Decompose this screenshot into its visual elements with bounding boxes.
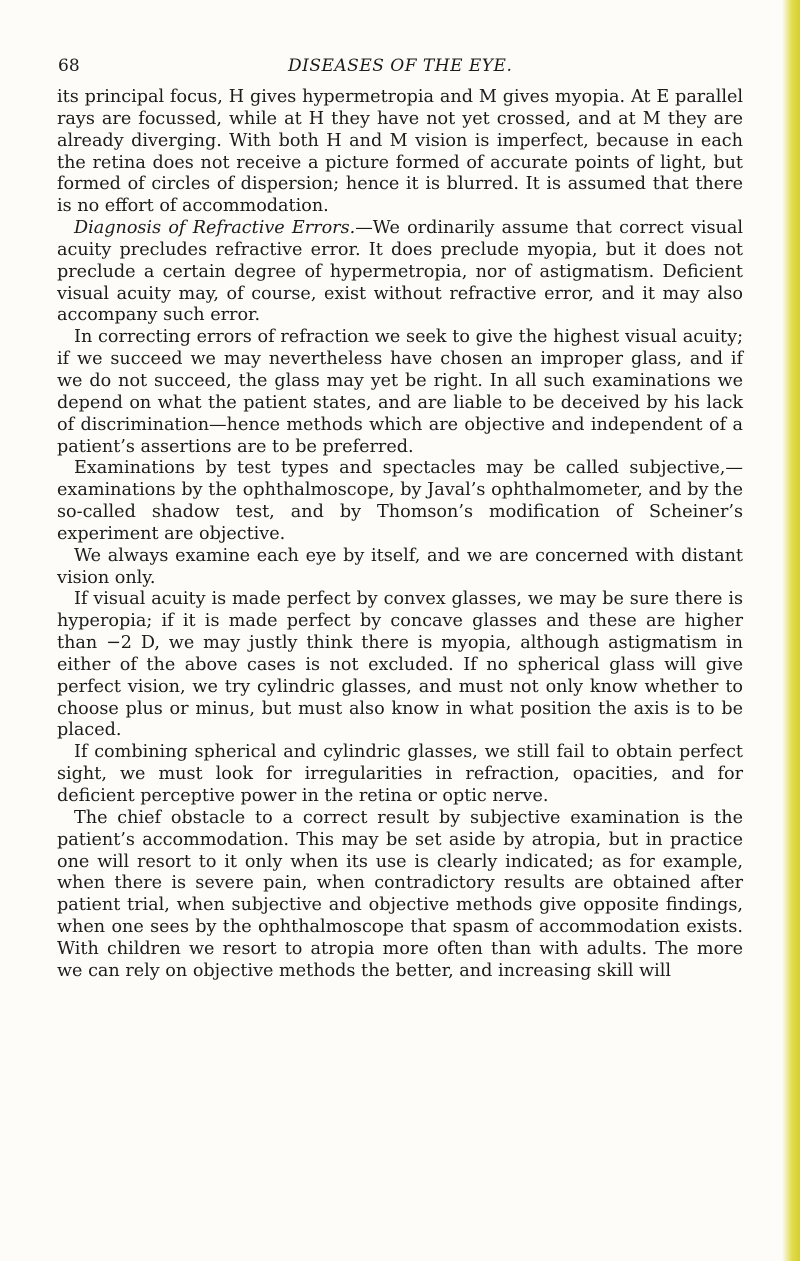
paragraph-3-text: In correcting errors of refraction we seek to give the highest visual acuity; if we succeed we may nevertheless have chosen an improper glass, and if we do not succeed, the glass may yet be right. In all such examinations we depend on what the patient states, and are liable to be deceived by his lack of discrimination—hence methods which are objective and independent of a patient’s assertions are to be preferred.	[57, 327, 743, 457]
section-heading-diagnosis: Diagnosis of Refractive Errors.	[74, 218, 356, 239]
paragraph-5	[57, 546, 743, 590]
paragraph-7-text: If combining spherical and cylindric glasses, we still fail to obtain perfect sight, we must look for irregularities in refraction, opacities, and for deficient perceptive power in the retina or optic nerve.	[57, 742, 743, 806]
page-number: 68	[58, 56, 80, 76]
paragraph-5-text: We always examine each eye by itself, and we are concerned with distant vision only.	[57, 545, 743, 588]
paragraph-8-text: The chief obstacle to a correct result by subjective examination is the patient’s accommodation. This may be set aside by atropia, but in practice one will resort to it only when its use is clearly indicated; as for example, when there is severe pain, when contradictory results are obtained after patient trial, when subjective and objective methods give opposite findings, when one sees by the ophthalmoscope that spasm of accommodation exists. With children we resort to atropia more often than with adults. The more we can rely on objective methods the better, and increasing skill will	[57, 807, 743, 981]
paragraph-6-text: If visual acuity is made perfect by convex glasses, we may be sure there is hyperopia; if it is made perfect by concave glasses and these are higher than −2 D, we may justly think there is myopia, although astigmatism in either of the above cases is not excluded. If no spherical glass will give perfect vision, we try cylindric glasses, and must not only know whether to choose plus or minus, but must also know in what position the axis is to be placed.	[57, 589, 743, 741]
paragraph-2-text: —We ordinarily assume that correct visual acuity precludes refractive error. It does preclude myopia, but it does not preclude a certain degree of hypermetropia, nor of astigmatism. Deficient visual acuity may, of course, exist without refractive error, and it may also accompany such error.	[57, 218, 743, 326]
paragraph-4-text: Examinations by test types and spectacles may be called subjective,—examinations by the ophthalmoscope, by Javal’s ophthalmometer, and by the so-called shadow test, and by Thomson’s modification of Scheiner’s experiment are objective.	[57, 458, 743, 544]
paragraph-3	[57, 327, 743, 458]
paragraph-6	[57, 589, 743, 742]
paragraph-8	[57, 808, 743, 983]
paragraph-1	[57, 87, 743, 218]
paragraph-7	[57, 742, 743, 808]
paragraph-1-text: its principal focus, H gives hypermetropia and M gives myopia. At E parallel rays are focussed, while at H they have not yet crossed, and at M they are already diverging. With both H and M vision is imperfect, because in each the retina does not receive a picture formed of accurate points of light, but formed of circles of dispersion; hence it is blurred. It is assumed that there is no effort of accommodation.	[57, 87, 743, 217]
running-head	[0, 56, 800, 80]
page-edge-shadow	[782, 0, 800, 1261]
paragraph-2	[57, 218, 743, 327]
paragraph-4	[57, 458, 743, 545]
running-head-title: DISEASES OF THE EYE.	[288, 56, 513, 76]
body-text	[57, 87, 743, 983]
